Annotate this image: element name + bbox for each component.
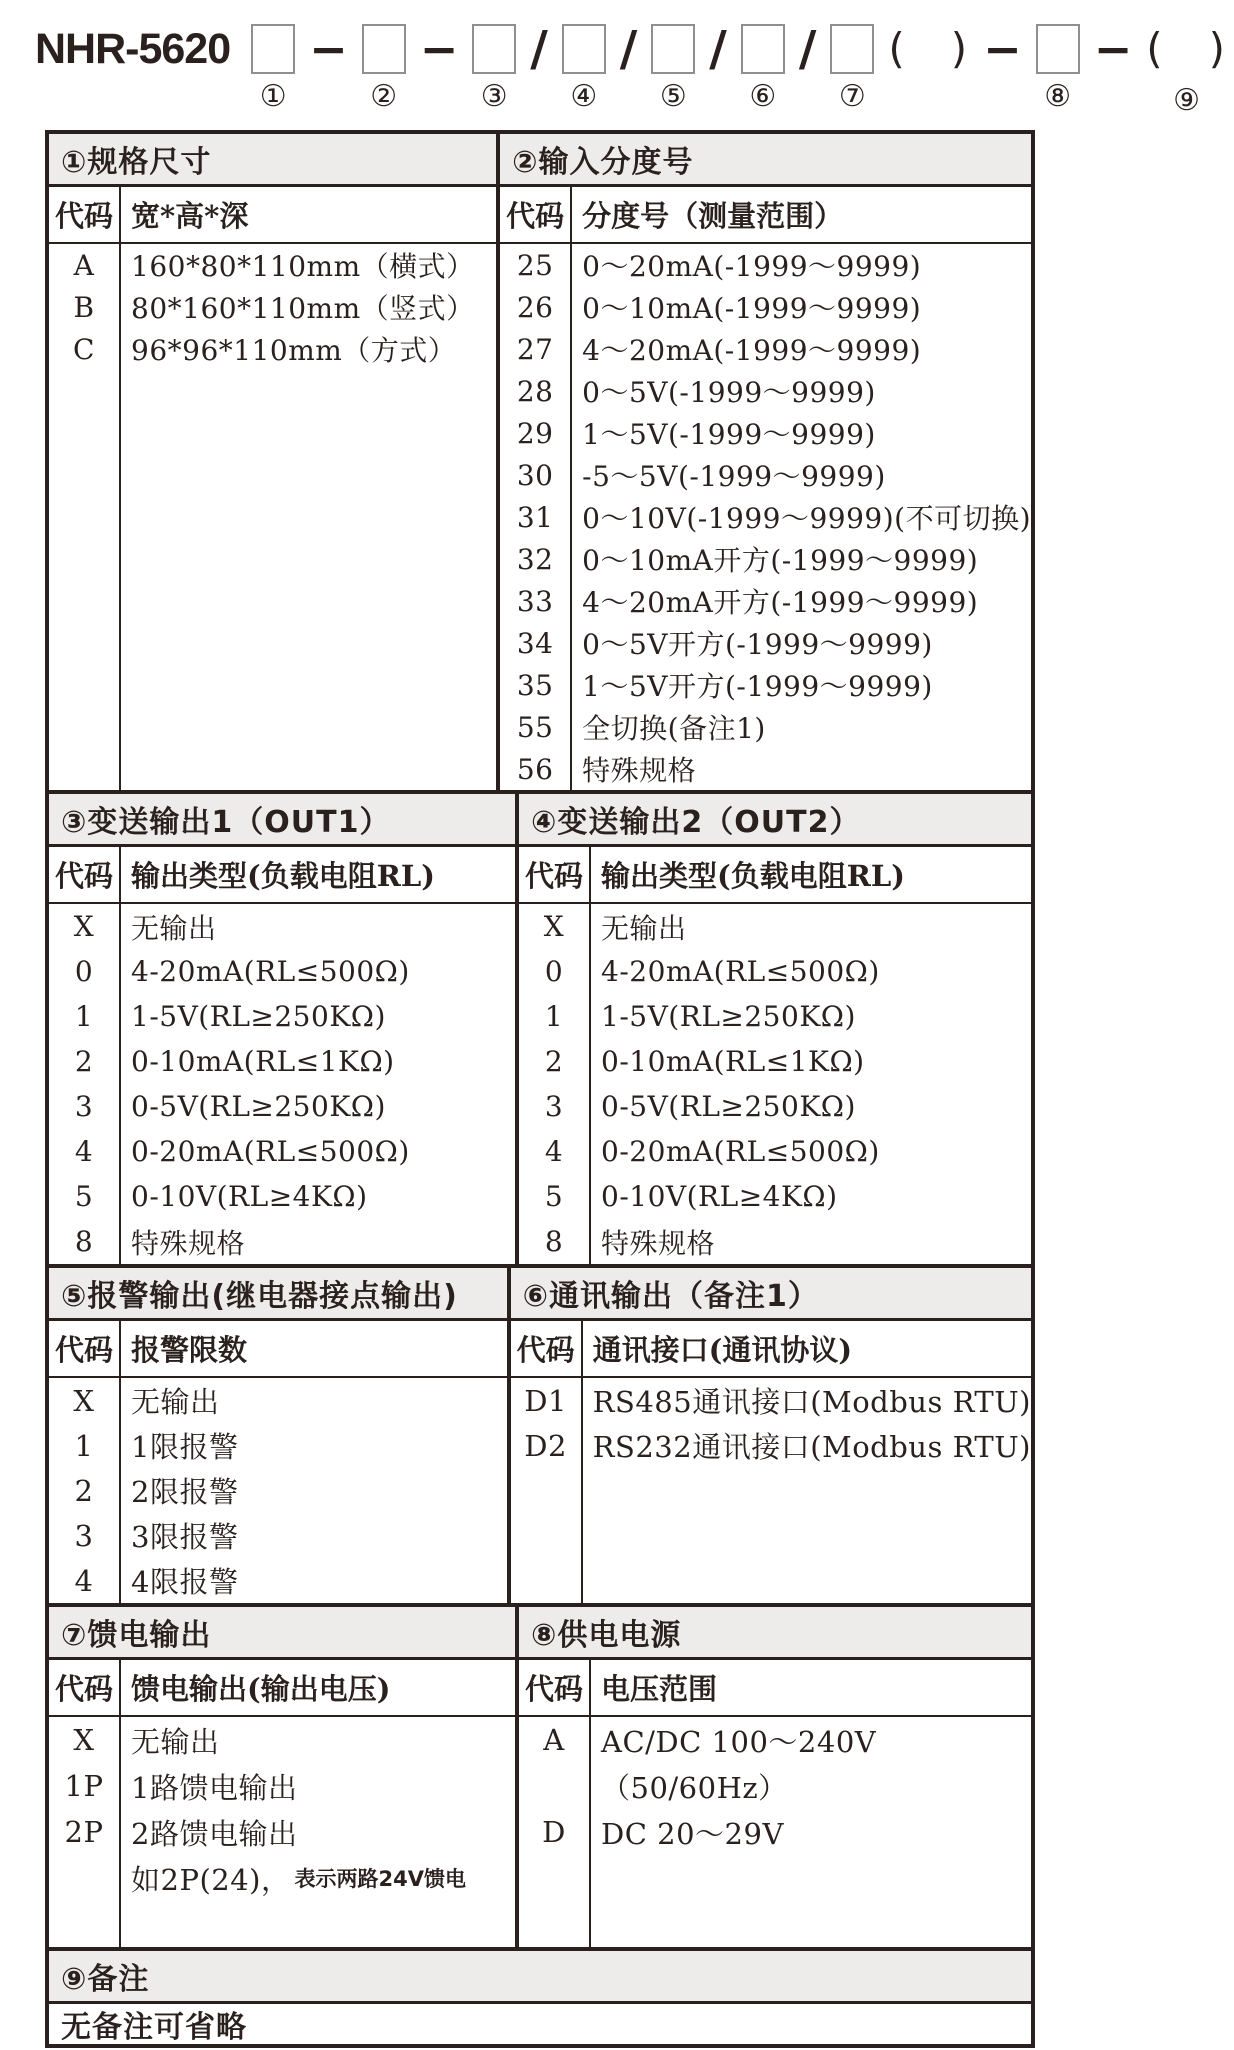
desc-cell [121,949,515,994]
desc-cell [591,1809,1031,1855]
desc-column [591,1717,1031,1947]
desc-cell [121,994,515,1039]
desc-text: 无输出 [131,1724,220,1759]
code-column [49,1717,121,1947]
model-segment [1146,20,1227,118]
code-cell: 1 [544,1000,564,1033]
desc-cell [572,622,1031,664]
code-cell: X [543,910,565,943]
section-panel-6 [507,1268,1031,1603]
desc-text: 1路馈电输出 [131,1770,298,1805]
desc-text: AC/DC 100～240V [601,1724,877,1759]
code-cell [519,1763,589,1809]
desc-text: 4～20mA开方(-1999～9999) [582,586,979,619]
code-cell: 1P [64,1769,104,1803]
desc-text: 特殊规格 [601,1226,716,1260]
model-segment-glyph [562,24,606,74]
desc-text: 80*160*110mm（竖式） [131,292,475,325]
desc-text: 3限报警 [131,1520,239,1554]
code-cell: 4 [74,1563,94,1598]
desc-text: 96*96*110mm（方式） [131,334,457,367]
desc-cell [591,1219,1031,1264]
desc-column-header: 宽*高*深 [131,199,249,233]
column-header-row [49,187,496,244]
desc-cell [121,1809,515,1855]
section-title-5: ⑤报警输出(继电器接点输出) [49,1268,507,1321]
code-cell: 3 [544,1090,564,1123]
model-segment-glyph: − [419,22,459,76]
model-segment [620,20,638,118]
section-title-2: ②输入分度号 [500,134,1031,187]
desc-text: RS485通讯接口(Modbus RTU) [592,1385,1031,1419]
section-panel-2 [496,134,1031,790]
desc-text: 无输出 [601,911,687,945]
desc-cell [591,994,1031,1039]
desc-cell [591,1129,1031,1174]
code-cell [49,1855,119,1901]
section-title-8: ⑧供电电源 [519,1607,1031,1660]
model-segment [362,20,406,118]
section-body [49,904,515,1264]
desc-text: 0-10mA(RL≤1KΩ) [601,1045,865,1078]
section-title-7: ⑦馈电输出 [49,1607,515,1660]
desc-text: RS232通讯接口(Modbus RTU) [592,1430,1031,1464]
desc-text: 特殊规格 [582,754,697,787]
desc-text: 特殊规格 [131,1226,246,1260]
code-cell: 3 [74,1090,94,1123]
desc-cell [121,1558,507,1603]
desc-cell [591,1717,1031,1763]
code-column-header: 代码 [49,187,121,242]
model-name: NHR-5620 [35,25,231,73]
model-segment [709,20,727,118]
desc-text: 0～5V开方(-1999～9999) [582,628,933,661]
model-segment [830,20,874,118]
desc-cell [121,904,515,949]
desc-cell [121,286,496,328]
column-header-row [519,847,1031,904]
desc-text: 0～10mA(-1999～9999) [582,292,922,325]
code-cell: 34 [516,626,554,660]
desc-text: 0-20mA(RL≤500Ω) [131,1135,410,1168]
circled-number-label: ⑤ [659,79,687,114]
desc-cell [572,496,1031,538]
desc-cell [121,1039,515,1084]
desc-column [121,244,496,790]
code-cell: 35 [516,668,554,702]
desc-cell [583,1378,1031,1423]
desc-column-header: 输出类型(负载电阻RL) [601,859,905,893]
desc-cell [121,1378,507,1423]
desc-cell [591,904,1031,949]
desc-text: 1～5V(-1999～9999) [582,418,876,451]
model-segment-glyph: / [619,21,638,77]
desc-cell [121,1219,515,1264]
desc-cell [121,244,496,286]
code-cell: 0 [544,955,564,988]
code-cell: 2 [74,1473,94,1508]
desc-text: DC 20～29V [601,1816,784,1851]
desc-cell [572,412,1031,454]
model-segment [1036,20,1080,118]
desc-column [121,1717,515,1947]
desc-cell [572,664,1031,706]
column-header-row [49,1321,507,1378]
code-column [49,1378,121,1603]
desc-cell [591,1174,1031,1219]
model-segment-glyph: − [1093,22,1133,76]
desc-note-small: 表示两路24V馈电 [294,1867,466,1891]
code-column-header: 代码 [511,1321,583,1376]
code-column [511,1378,583,1603]
code-cell: D2 [524,1428,567,1463]
desc-column [121,904,515,1264]
desc-column [591,904,1031,1264]
model-segment-glyph [1036,24,1080,74]
model-segment-glyph [251,24,295,74]
code-cell: D1 [524,1383,567,1418]
desc-cell [121,1423,507,1468]
model-segment [1094,20,1133,118]
desc-cell [572,244,1031,286]
desc-cell [121,1084,515,1129]
code-cell: 56 [516,752,554,786]
model-segment [983,20,1022,118]
section-panel-5 [49,1268,507,1603]
model-segment [799,20,817,118]
code-cell: 2 [544,1045,564,1078]
desc-text: 160*80*110mm（横式） [131,250,475,283]
code-cell: 8 [74,1225,94,1258]
desc-cell [121,1468,507,1513]
section-title-9: ⑨备注 [49,1947,1031,2004]
model-segment-glyph: / [530,21,548,77]
circled-number-label: ② [370,79,398,114]
code-cell: 0 [74,955,94,988]
section-pair-3-4 [49,790,1031,1264]
code-cell: 2 [74,1045,94,1078]
code-cell: 31 [516,500,554,534]
section-pair-7-8 [49,1603,1031,1947]
code-cell: B [73,290,95,324]
desc-column [121,1378,507,1603]
model-segments [244,20,1234,118]
circled-number-label: ④ [570,79,598,114]
circled-number-label: ③ [480,79,508,114]
column-header-row [49,847,515,904]
model-segment-glyph [651,24,695,74]
circled-number-label: ⑦ [838,79,866,114]
desc-text: 1-5V(RL≥250KΩ) [601,1000,856,1033]
code-cell: X [73,910,95,943]
desc-cell [572,538,1031,580]
desc-text: 0～20mA(-1999～9999) [582,250,922,283]
code-cell: 4 [544,1135,564,1168]
section-panel-7 [49,1607,515,1947]
code-cell: A [73,248,95,282]
desc-text: 无输出 [131,1385,220,1419]
desc-text: 0～10V(-1999～9999)(不可切换) [582,502,1031,535]
code-cell: 5 [74,1180,94,1213]
code-cell: 29 [516,416,554,450]
desc-text: 全切换(备注1) [582,712,766,745]
section-body [49,1378,507,1603]
desc-cell [121,1513,507,1558]
code-column [49,904,121,1264]
desc-cell [591,949,1031,994]
desc-column [583,1378,1031,1603]
desc-column-header: 通讯接口(通讯协议) [592,1333,853,1367]
section-pair-1-2 [49,134,1031,790]
model-segment [741,20,785,118]
model-segment-glyph: / [798,21,817,77]
model-segment-glyph: ( ) [888,24,970,73]
desc-cell [572,328,1031,370]
desc-cell [572,370,1031,412]
code-column-header: 代码 [49,1660,121,1715]
desc-text: 4-20mA(RL≤500Ω) [601,955,880,988]
model-ordering-line [35,20,1228,118]
desc-text: 1限报警 [131,1430,239,1464]
desc-cell [572,286,1031,328]
model-segment-glyph: − [983,22,1022,76]
code-cell: 30 [516,458,554,492]
code-column-header: 代码 [500,187,572,242]
code-column [519,1717,591,1947]
code-column [49,244,121,790]
desc-cell [121,1855,515,1901]
desc-text: 无输出 [131,911,217,945]
desc-text: 0～5V(-1999～9999) [582,376,876,409]
ordering-table [45,130,1035,2048]
model-segment-glyph [472,24,516,74]
code-cell: 8 [544,1225,564,1258]
desc-cell [572,454,1031,496]
desc-text: 0～10mA开方(-1999～9999) [582,544,979,577]
desc-text: 0-5V(RL≥250KΩ) [601,1090,856,1123]
code-cell: A [543,1723,565,1757]
desc-cell [591,1084,1031,1129]
desc-cell [591,1763,1031,1809]
desc-column-header: 电压范围 [601,1672,718,1706]
section-title-4: ④变送输出2（OUT2） [519,794,1031,847]
code-cell: C [73,332,95,366]
code-cell: 2P [64,1815,104,1849]
circled-number-label: ⑥ [749,79,777,114]
code-cell: 4 [74,1135,94,1168]
desc-column-header: 报警限数 [131,1333,248,1367]
desc-column [572,244,1031,790]
remarks-note: 无备注可省略 [61,2010,247,2045]
desc-cell [572,580,1031,622]
desc-column-header: 输出类型(负载电阻RL) [131,859,435,893]
desc-text: 4-20mA(RL≤500Ω) [131,955,410,988]
code-column [519,904,591,1264]
desc-text: 如2P(24)， [131,1862,291,1897]
code-cell: 3 [74,1518,94,1553]
model-segment-glyph [362,24,406,74]
model-segment [251,20,295,118]
code-column-header: 代码 [49,847,121,902]
desc-cell [121,1717,515,1763]
circled-number-label: ① [259,79,287,114]
code-cell: 28 [516,374,554,408]
desc-cell [121,1763,515,1809]
model-segment-glyph: ( ) [1146,24,1228,73]
section-panel-8 [515,1607,1031,1947]
code-column [500,244,572,790]
column-header-row [500,187,1031,244]
desc-text: 0-20mA(RL≤500Ω) [601,1135,880,1168]
model-segment [309,20,348,118]
model-segment-glyph [830,24,874,74]
model-segment [420,20,459,118]
section-body [49,1717,515,1947]
section-panel-4 [515,794,1031,1264]
model-segment-glyph: − [309,22,348,76]
section-title-6: ⑥通讯输出（备注1） [511,1268,1031,1321]
desc-cell [591,1039,1031,1084]
section-pair-5-6 [49,1264,1031,1603]
model-segment [888,20,969,118]
code-cell: 27 [516,332,554,366]
section-body [519,1717,1031,1947]
desc-column-header: 馈电输出(输出电压) [131,1672,391,1706]
desc-text: 4～20mA(-1999～9999) [582,334,922,367]
section-body [500,244,1031,790]
section-body [511,1378,1031,1603]
section-title-3: ③变送输出1（OUT1） [49,794,515,847]
desc-text: 2路馈电输出 [131,1816,298,1851]
code-cell: 32 [516,542,554,576]
circled-number-label: ⑧ [1044,79,1072,114]
model-segment [562,20,606,118]
code-cell: 5 [544,1180,564,1213]
desc-text: （50/60Hz） [601,1770,788,1805]
desc-column-header: 分度号（测量范围） [582,199,844,233]
section-title-1: ①规格尺寸 [49,134,496,187]
desc-cell [121,1174,515,1219]
code-cell: 25 [516,248,554,282]
model-segment-glyph [741,24,785,74]
code-cell: 55 [516,710,554,744]
section-panel-1 [49,134,496,790]
desc-text: 0-10V(RL≥4KΩ) [131,1180,368,1213]
circled-number-label: ⑨ [1173,83,1201,118]
desc-cell [121,328,496,370]
section-body [49,244,496,790]
desc-text: 0-10V(RL≥4KΩ) [601,1180,838,1213]
code-cell: 1 [74,1428,94,1463]
column-header-row [49,1660,515,1717]
code-cell: X [73,1723,95,1757]
column-header-row [511,1321,1031,1378]
section-panel-3 [49,794,515,1264]
code-column-header: 代码 [519,847,591,902]
code-cell: 26 [516,290,554,324]
model-segment [530,20,548,118]
desc-cell [121,1129,515,1174]
code-column-header: 代码 [519,1660,591,1715]
desc-text: 4限报警 [131,1565,239,1599]
code-column-header: 代码 [49,1321,121,1376]
model-segment [472,20,516,118]
desc-cell [583,1423,1031,1468]
code-cell: 1 [74,1000,94,1033]
model-segment [651,20,695,118]
desc-text: 2限报警 [131,1475,239,1509]
desc-text: 0-10mA(RL≤1KΩ) [131,1045,395,1078]
code-cell: D [542,1815,566,1849]
desc-text: 0-5V(RL≥250KΩ) [131,1090,386,1123]
desc-text: 1-5V(RL≥250KΩ) [131,1000,386,1033]
code-cell: X [73,1383,95,1418]
code-cell: 33 [516,584,554,618]
desc-cell [572,748,1031,790]
model-segment-glyph: / [709,21,727,77]
column-header-row [519,1660,1031,1717]
section-body [519,904,1031,1264]
desc-cell [572,706,1031,748]
desc-text: 1～5V开方(-1999～9999) [582,670,933,703]
desc-text: -5～5V(-1999～9999) [582,460,886,493]
